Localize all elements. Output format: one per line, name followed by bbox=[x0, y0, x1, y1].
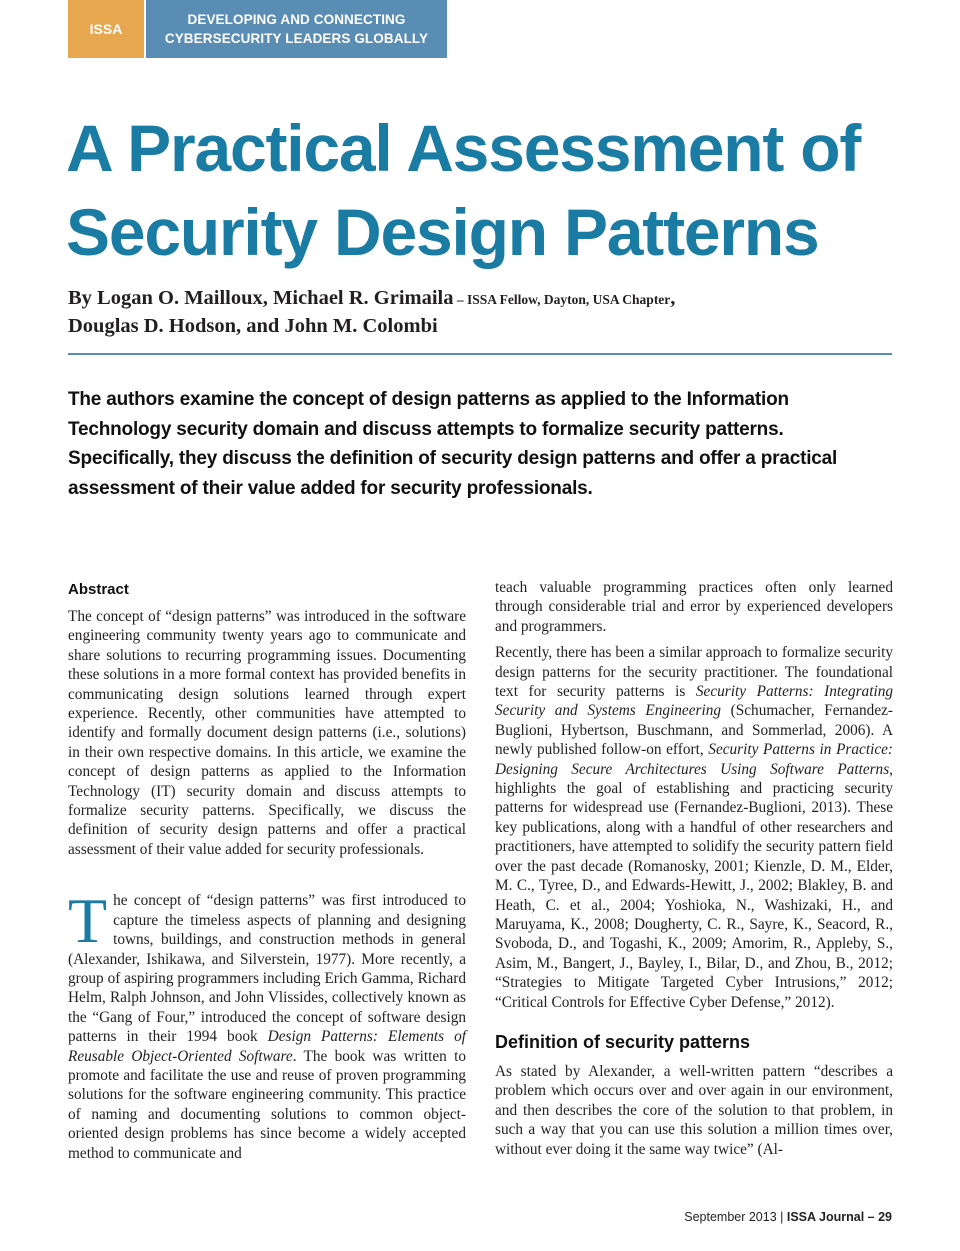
abstract-heading: Abstract bbox=[68, 581, 129, 598]
issa-badge bbox=[68, 0, 144, 58]
tagline-line-1: DEVELOPING AND CONNECTING bbox=[187, 12, 406, 27]
tagline-line-2: CYBERSECURITY LEADERS GLOBALLY bbox=[164, 31, 429, 46]
title-divider bbox=[68, 353, 892, 355]
title-line-2: Security Design Patterns bbox=[66, 195, 819, 269]
sp-text-a: Recently, there has been a similar approach to formalize security design patterns for the security practitioner. The foundational text for security patterns is bbox=[495, 644, 893, 701]
left-column bbox=[68, 580, 466, 1163]
intro-text-a: he concept of “design patterns” was first introduced to capture the timeless aspects of planning and designing towns, buildings, and construction methods in general (Alexander, Ishikawa, and Silverstein, 1977). More recently, a group of aspiring programmers including Erich Gamma, Richard Helm, Ralph Johnson, and John Vlissides, collectively known as the “Gang of Four,” introduced the concept of software design patterns in their 1994 book bbox=[68, 892, 466, 1046]
book-title-patterns-in-practice: Security Patterns in Practice: Designing Secure Architectures Using Software Patterns bbox=[495, 741, 893, 778]
issa-badge-label: ISSA bbox=[89, 21, 123, 37]
page-footer bbox=[684, 1210, 892, 1224]
byline-comma: , bbox=[670, 287, 676, 309]
security-patterns-paragraph bbox=[495, 643, 893, 1012]
footer-date: September 2013 | bbox=[684, 1210, 787, 1224]
article-title bbox=[66, 106, 926, 274]
article-deck: The authors examine the concept of design patterns as applied to the Information Technology security domain and discuss attempts to formalize security patterns. Specifically, they discuss the definition of security design patterns and offer a practical assessment of their value added for security professionals. bbox=[68, 389, 838, 499]
tagline-banner bbox=[146, 0, 447, 58]
intro-paragraph bbox=[68, 885, 466, 1163]
right-column bbox=[495, 578, 893, 1159]
byline-authors-2: Douglas D. Hodson, and John M. Colombi bbox=[68, 315, 438, 337]
book-title-security-patterns: Security Patterns: Integrating Security and Systems Engineering bbox=[495, 683, 893, 720]
title-line-1: A Practical Assessment of bbox=[66, 111, 861, 185]
drop-cap: T bbox=[68, 885, 108, 957]
footer-journal: ISSA Journal – 29 bbox=[786, 1210, 892, 1224]
intro-continuation: teach valuable programming practices often only learned through considerable trial and error by experienced developers and programmers. bbox=[495, 579, 893, 635]
intro-text-b: . The book was written to promote and facilitate the use and reuse of proven programming solutions for the software engineering community. This practice of naming and documenting solutions to common object-oriented design problems has since become a widely accepted method to communicate and bbox=[68, 1047, 466, 1162]
book-title-gof: Design Patterns: Elements of Reusable Object-Oriented Software bbox=[68, 1028, 466, 1065]
definition-paragraph: As stated by Alexander, a well-written pattern “describes a problem which occurs over and over again in our environment, and then describes the core of the solution to that problem, in such a way that you can use this solution a million times over, without ever doing it the same way twice” (Al- bbox=[495, 1062, 893, 1158]
byline bbox=[68, 285, 898, 340]
sp-text-c: , highlights the goal of establishing and practicing security patterns for widespread use (Fernandez-Buglioni, 2013). These key publications, along with a handful of other researchers and practitioners, have attempted to solidify the security pattern field over the past decade (Romanosky, 2001; Kienzle, D. M., Elder, M. C., Tyree, D., and Edwards-Hewitt, J., 2002; Blakley, B. and Heath, C. et al., 2004; Yoshioka, N., Washizaki, H., and Maruyama, K., 2008; Dougherty, C. R., Sayre, K., Seacord, R., Svoboda, D., and Togashi, K., 2009; Amorim, R., Appleby, S., Asim, M., Bangert, J., Bayley, I., Bilar, D., and Zhou, B., 2012; “Strategies to Mitigate Targeted Cyber Intrusions,” 2012; “Critical Controls for Effective Cyber Defense,” 2012). bbox=[495, 760, 893, 1011]
byline-affiliation: – ISSA Fellow, Dayton, USA Chapter bbox=[453, 292, 671, 307]
sp-text-b: (Schumacher, Fernandez-Buglioni, Hybertson, Buschmann, and Sommerlad, 2006). A newly published follow-on effort, bbox=[495, 702, 893, 759]
byline-authors-1: By Logan O. Mailloux, Michael R. Grimaila bbox=[68, 287, 454, 309]
section-heading: Definition of security patterns bbox=[495, 1031, 751, 1052]
abstract-text: The concept of “design patterns” was introduced in the software engineering community twenty years ago to communicate and share solutions to recurring programming issues. Documenting these solutions in a more formal context has provided benefits in communicating design solutions learned through expert experience. Recently, other communities have attempted to identify and formally document design patterns (i.e., solutions) in their own respective domains. In this article, we examine the concept of design patterns as applied to the Information Technology (IT) security domain and discuss attempts to formalize security patterns. Specifically, we discuss the definition of security design patterns and offer a practical assessment of their value added for security professionals. bbox=[68, 608, 466, 858]
